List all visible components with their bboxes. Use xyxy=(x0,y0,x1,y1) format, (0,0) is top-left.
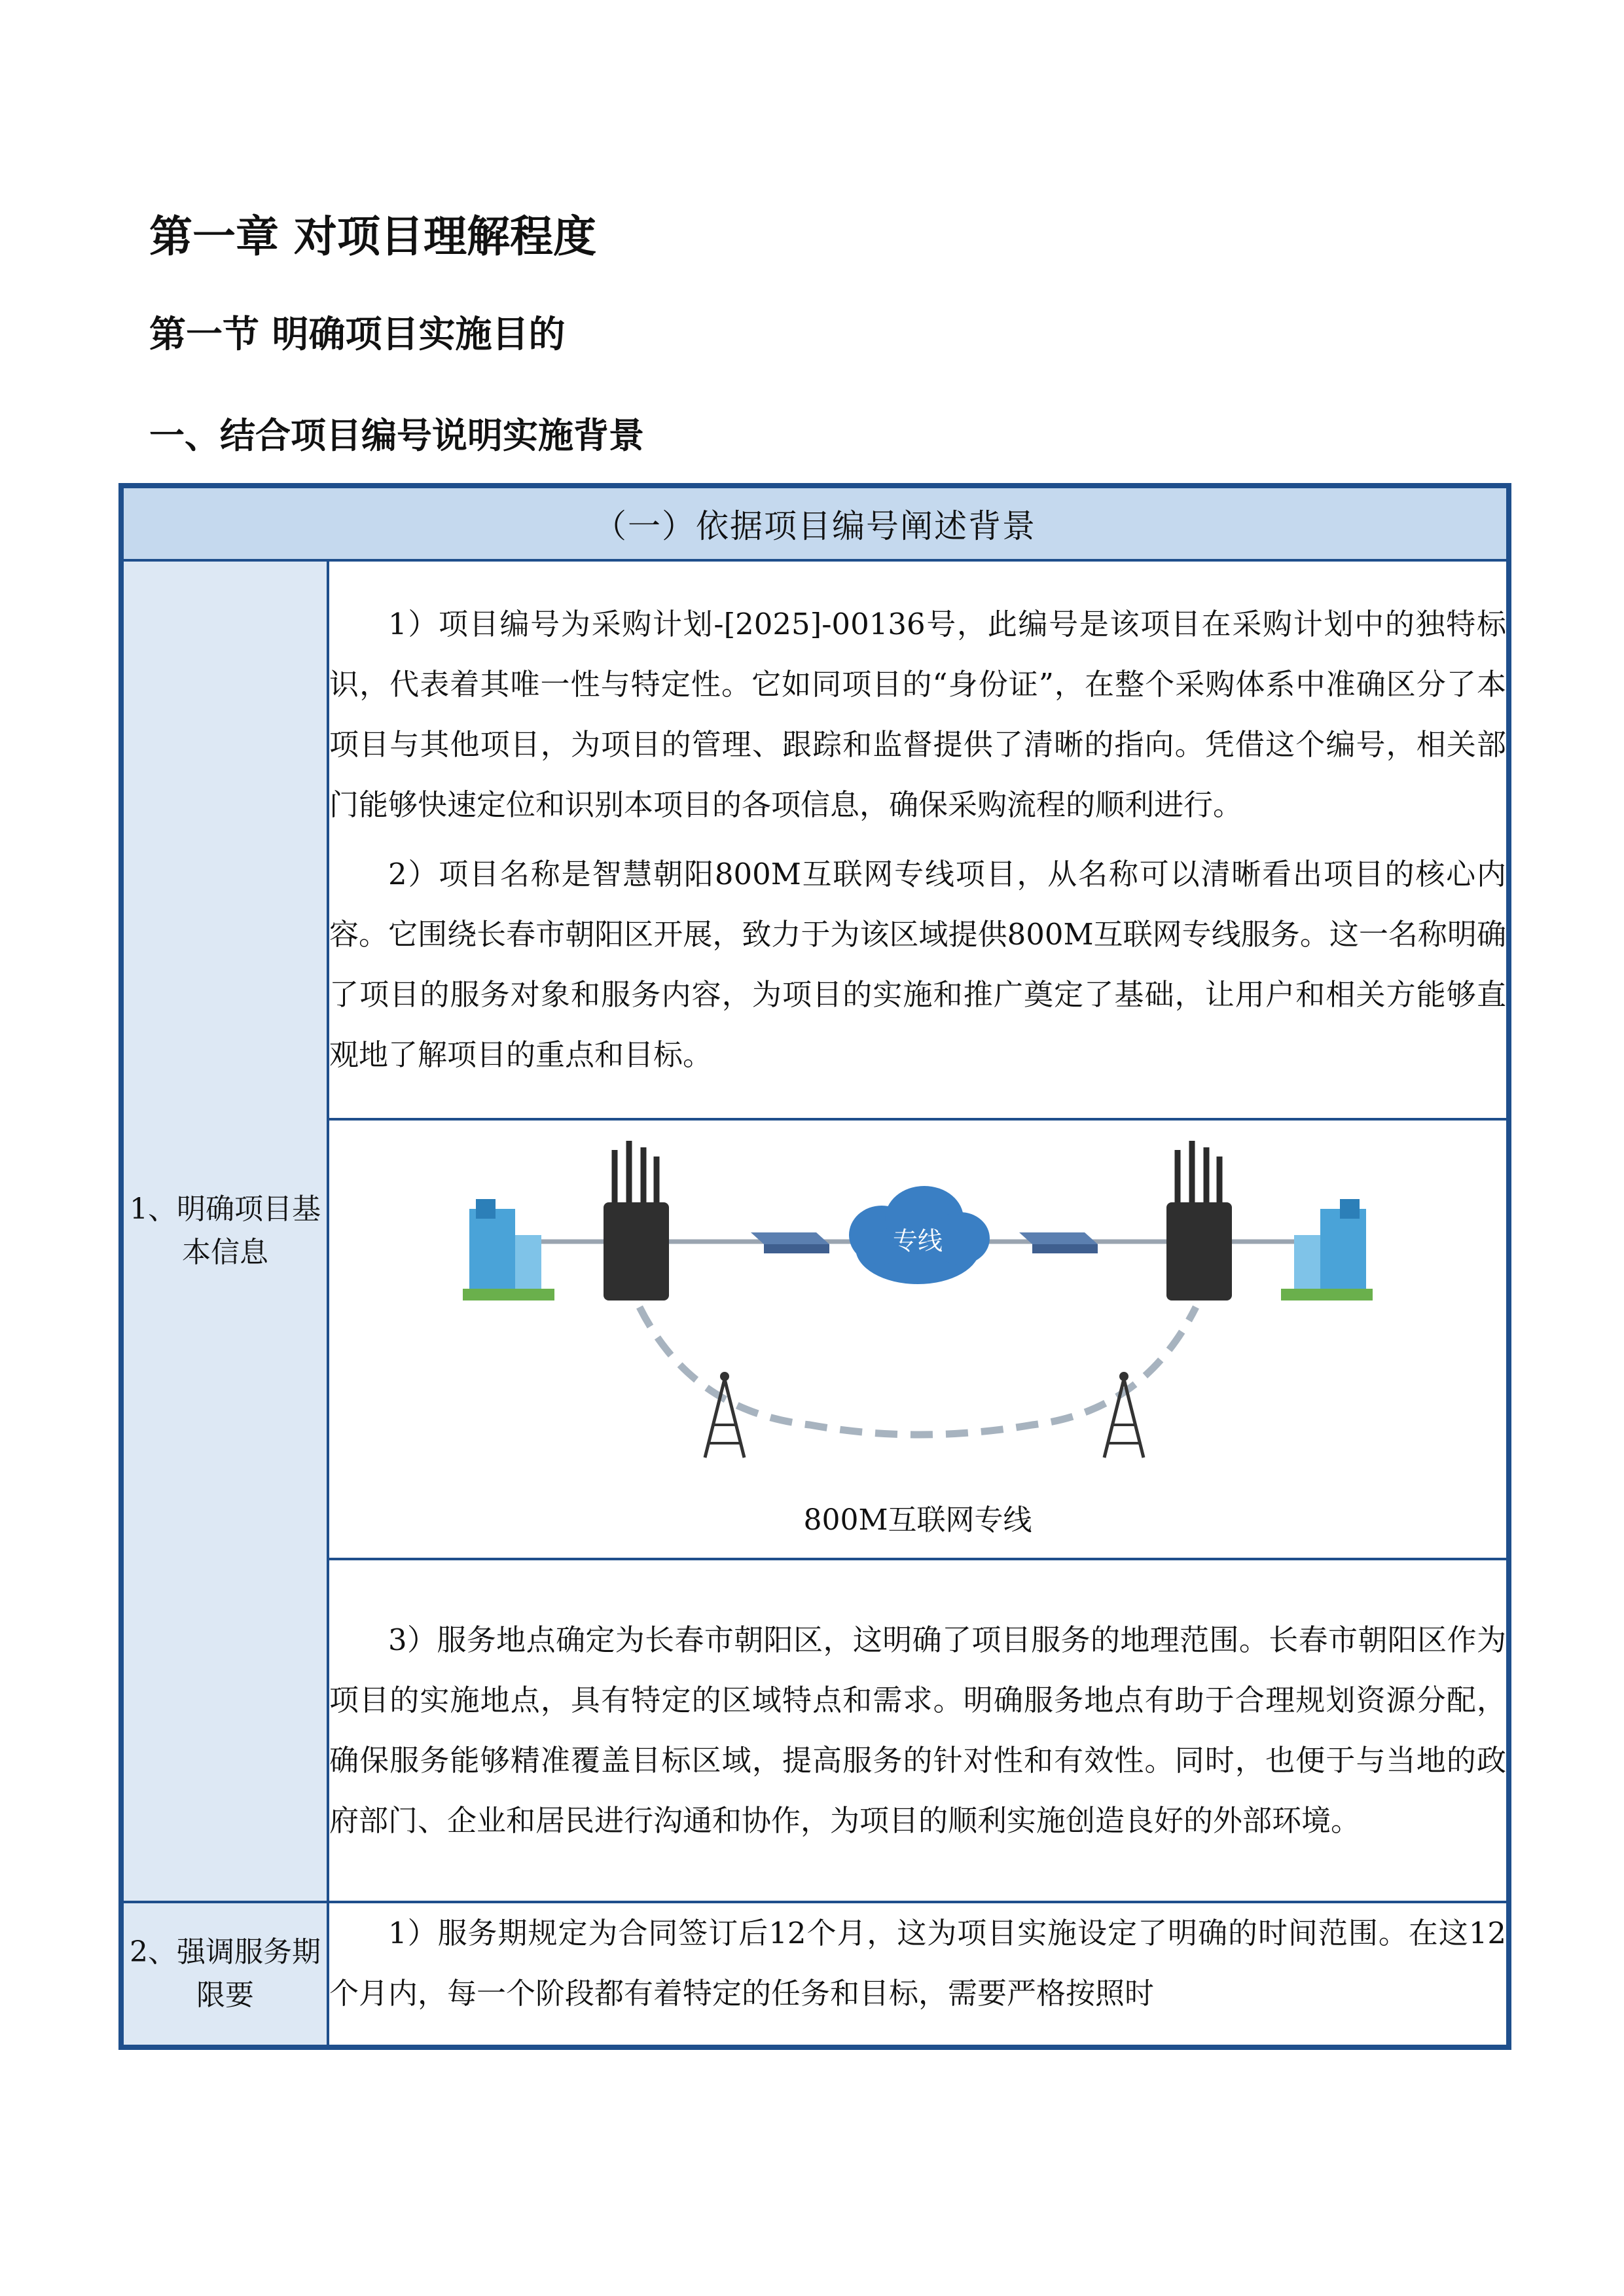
paragraph-project-name: 2）项目名称是智慧朝阳800M互联网专线项目，从名称可以清晰看出项目的核心内容。它围绕长春市朝阳区开展，致力于为该区域提供800M互联网专线服务。这一名称明确了项目的服务对象和服务内容，为项目的实施和推广奠定了基础，让用户和相关方能够直观地了解项目的重点和目标。 xyxy=(329,857,1506,1072)
basic-info-text-cell xyxy=(328,560,1509,1119)
chapter-title: 第一章 对项目理解程度 xyxy=(149,211,596,262)
row-label-basic-info: 1、明确项目基本信息 xyxy=(121,560,328,1902)
background-table xyxy=(118,483,1511,2050)
service-period-text-cell xyxy=(328,1902,1509,2047)
table-header: （一）依据项目编号阐述背景 xyxy=(121,486,1509,560)
dedicated-line-diagram xyxy=(443,1137,1392,1477)
paragraph-service-location: 3）服务地点确定为长春市朝阳区，这明确了项目服务的地理范围。长春市朝阳区作为项目的实施地点，具有特定的区域特点和需求。明确服务地点有助于合理规划资源分配，确保服务能够精准覆盖目标区域，提高服务的针对性和有效性。同时，也便于与当地的政府部门、企业和居民进行沟通和协作，为项目的顺利实施创造良好的外部环境。 xyxy=(329,1623,1506,1838)
section-title: 第一节 明确项目实施目的 xyxy=(149,314,566,356)
paragraph-project-number: 1）项目编号为采购计划-[2025]-00136号，此编号是该项目在采购计划中的独特标识，代表着其唯一性与特定性。它如同项目的“身份证”，在整个采购体系中准确区分了本项目与其他项目，为项目的管理、跟踪和监督提供了清晰的指向。凭借这个编号，相关部门能够快速定位和识别本项目的各项信息，确保采购流程的顺利进行。 xyxy=(329,607,1506,822)
paragraph-service-period: 1）服务期规定为合同签订后12个月，这为项目实施设定了明确的时间范围。在这12个月内，每一个阶段都有着特定的任务和目标，需要严格按照时 xyxy=(329,1916,1506,2011)
subsection-title: 一、结合项目编号说明实施背景 xyxy=(149,415,644,456)
row-label-service-period: 2、强调服务期限要 xyxy=(121,1902,328,2047)
service-location-text-cell xyxy=(328,1559,1509,1902)
cloud-label: 专线 xyxy=(892,1227,943,1255)
figure-cell xyxy=(328,1119,1509,1559)
figure-caption: 800M互联网专线 xyxy=(803,1503,1032,1537)
